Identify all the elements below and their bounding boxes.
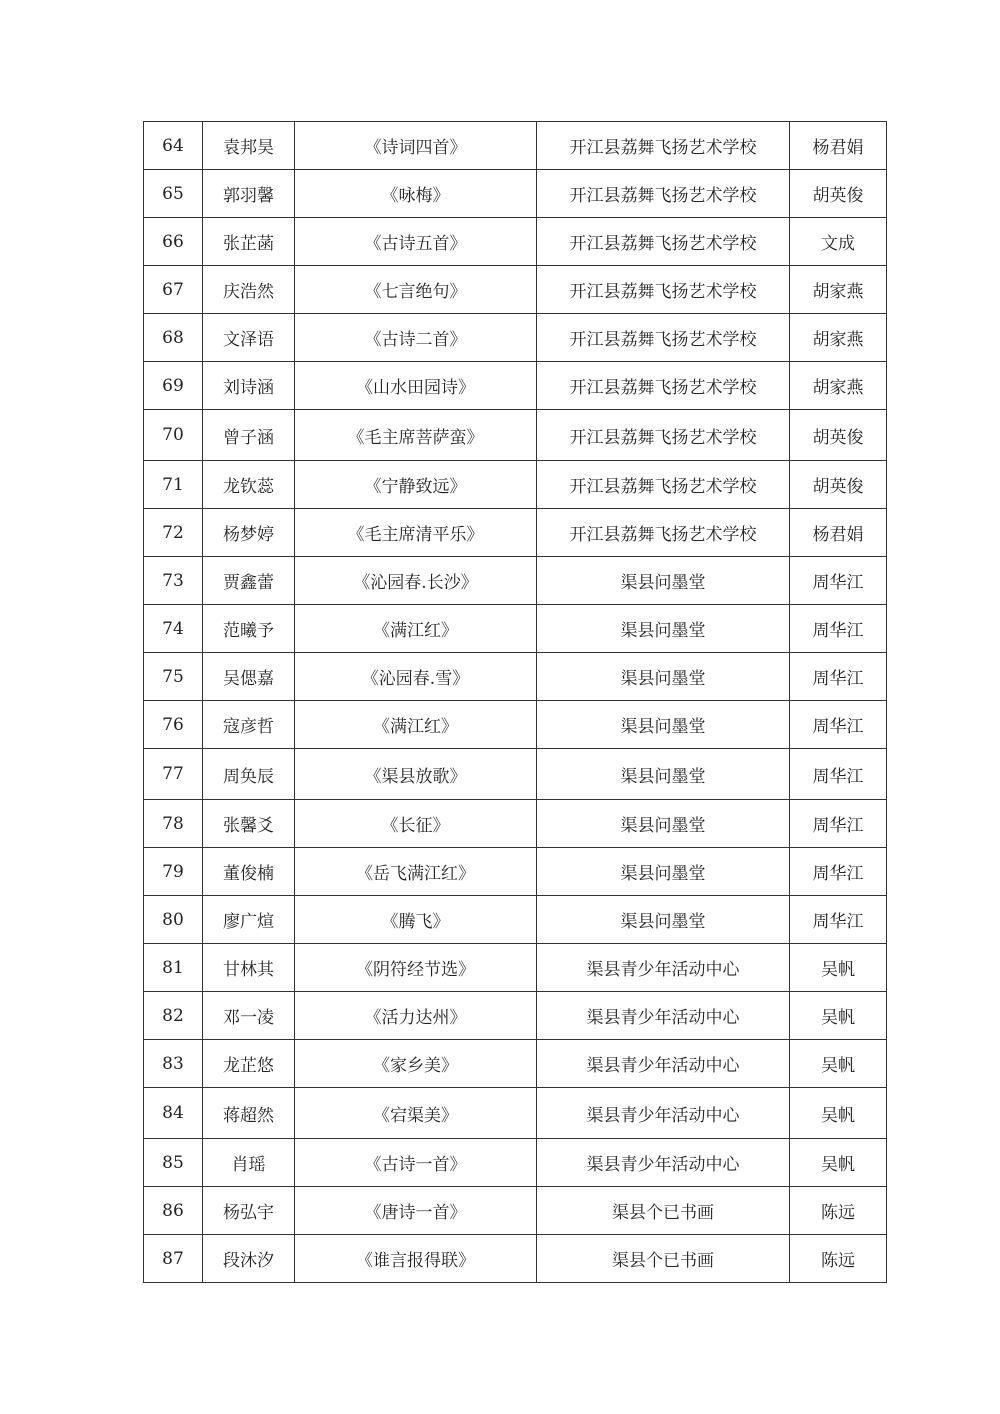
teacher-name: 胡英俊 <box>790 410 887 461</box>
entry-number: 67 <box>144 266 203 314</box>
entry-number: 80 <box>144 896 203 944</box>
school-name: 渠县青少年活动中心 <box>537 992 790 1040</box>
table-row <box>144 557 887 605</box>
student-name: 曾子涵 <box>203 410 295 461</box>
work-title: 《家乡美》 <box>295 1040 537 1088</box>
school-name: 渠县问墨堂 <box>537 701 790 749</box>
entry-number: 87 <box>144 1235 203 1283</box>
table-row <box>144 1088 887 1139</box>
student-name: 龙芷悠 <box>203 1040 295 1088</box>
school-name: 渠县个已书画 <box>537 1235 790 1283</box>
table-row <box>144 1235 887 1283</box>
entry-number: 69 <box>144 362 203 410</box>
work-title: 《七言绝句》 <box>295 266 537 314</box>
entry-number: 79 <box>144 848 203 896</box>
work-title: 《毛主席菩萨蛮》 <box>295 410 537 461</box>
work-title: 《腾飞》 <box>295 896 537 944</box>
entry-number: 85 <box>144 1139 203 1187</box>
entry-number: 68 <box>144 314 203 362</box>
student-name: 廖广煊 <box>203 896 295 944</box>
work-title: 《宕渠美》 <box>295 1088 537 1139</box>
entry-number: 74 <box>144 605 203 653</box>
student-name: 刘诗涵 <box>203 362 295 410</box>
teacher-name: 文成 <box>790 218 887 266</box>
student-name: 吴偲嘉 <box>203 653 295 701</box>
entry-number: 75 <box>144 653 203 701</box>
work-title: 《毛主席清平乐》 <box>295 509 537 557</box>
entry-number: 71 <box>144 461 203 509</box>
table-row <box>144 314 887 362</box>
work-title: 《咏梅》 <box>295 170 537 218</box>
student-name: 杨梦婷 <box>203 509 295 557</box>
table-row <box>144 266 887 314</box>
teacher-name: 胡家燕 <box>790 362 887 410</box>
teacher-name: 周华江 <box>790 653 887 701</box>
teacher-name: 吴帆 <box>790 1088 887 1139</box>
table-row <box>144 362 887 410</box>
entries-table <box>143 121 887 1283</box>
table-row <box>144 944 887 992</box>
entry-number: 82 <box>144 992 203 1040</box>
teacher-name: 胡英俊 <box>790 170 887 218</box>
entry-number: 66 <box>144 218 203 266</box>
school-name: 渠县问墨堂 <box>537 749 790 800</box>
school-name: 开江县荔舞飞扬艺术学校 <box>537 362 790 410</box>
student-name: 段沐汐 <box>203 1235 295 1283</box>
entry-number: 83 <box>144 1040 203 1088</box>
student-name: 张芷菡 <box>203 218 295 266</box>
school-name: 开江县荔舞飞扬艺术学校 <box>537 509 790 557</box>
entry-number: 73 <box>144 557 203 605</box>
school-name: 渠县问墨堂 <box>537 800 790 848</box>
teacher-name: 吴帆 <box>790 992 887 1040</box>
table-row <box>144 749 887 800</box>
table-row <box>144 1040 887 1088</box>
school-name: 渠县青少年活动中心 <box>537 1139 790 1187</box>
student-name: 张馨爻 <box>203 800 295 848</box>
table-row <box>144 1139 887 1187</box>
teacher-name: 吴帆 <box>790 1139 887 1187</box>
teacher-name: 周华江 <box>790 800 887 848</box>
table-row <box>144 701 887 749</box>
school-name: 渠县个已书画 <box>537 1187 790 1235</box>
work-title: 《阴符经节选》 <box>295 944 537 992</box>
student-name: 周奂辰 <box>203 749 295 800</box>
teacher-name: 周华江 <box>790 701 887 749</box>
teacher-name: 周华江 <box>790 557 887 605</box>
school-name: 渠县青少年活动中心 <box>537 1040 790 1088</box>
table-row <box>144 410 887 461</box>
student-name: 郭羽馨 <box>203 170 295 218</box>
table-row <box>144 896 887 944</box>
table-row <box>144 605 887 653</box>
table-row <box>144 509 887 557</box>
school-name: 开江县荔舞飞扬艺术学校 <box>537 170 790 218</box>
school-name: 渠县问墨堂 <box>537 557 790 605</box>
student-name: 董俊楠 <box>203 848 295 896</box>
teacher-name: 胡英俊 <box>790 461 887 509</box>
teacher-name: 吴帆 <box>790 1040 887 1088</box>
school-name: 开江县荔舞飞扬艺术学校 <box>537 410 790 461</box>
school-name: 渠县问墨堂 <box>537 605 790 653</box>
student-name: 寇彦哲 <box>203 701 295 749</box>
teacher-name: 胡家燕 <box>790 266 887 314</box>
student-name: 邓一凌 <box>203 992 295 1040</box>
school-name: 渠县青少年活动中心 <box>537 944 790 992</box>
student-name: 甘林其 <box>203 944 295 992</box>
table-row <box>144 170 887 218</box>
entry-number: 65 <box>144 170 203 218</box>
table-row <box>144 992 887 1040</box>
table-row <box>144 122 887 170</box>
teacher-name: 杨君娟 <box>790 509 887 557</box>
work-title: 《沁园春.长沙》 <box>295 557 537 605</box>
work-title: 《长征》 <box>295 800 537 848</box>
teacher-name: 杨君娟 <box>790 122 887 170</box>
work-title: 《岳飞满江红》 <box>295 848 537 896</box>
student-name: 蒋超然 <box>203 1088 295 1139</box>
table-row <box>144 800 887 848</box>
work-title: 《满江红》 <box>295 701 537 749</box>
table-row <box>144 218 887 266</box>
school-name: 开江县荔舞飞扬艺术学校 <box>537 461 790 509</box>
teacher-name: 吴帆 <box>790 944 887 992</box>
work-title: 《古诗五首》 <box>295 218 537 266</box>
student-name: 贾鑫蕾 <box>203 557 295 605</box>
teacher-name: 陈远 <box>790 1187 887 1235</box>
work-title: 《古诗二首》 <box>295 314 537 362</box>
table-row <box>144 461 887 509</box>
work-title: 《渠县放歌》 <box>295 749 537 800</box>
student-name: 肖瑶 <box>203 1139 295 1187</box>
work-title: 《谁言报得联》 <box>295 1235 537 1283</box>
teacher-name: 胡家燕 <box>790 314 887 362</box>
work-title: 《古诗一首》 <box>295 1139 537 1187</box>
teacher-name: 陈远 <box>790 1235 887 1283</box>
work-title: 《沁园春.雪》 <box>295 653 537 701</box>
school-name: 开江县荔舞飞扬艺术学校 <box>537 218 790 266</box>
entry-number: 72 <box>144 509 203 557</box>
work-title: 《宁静致远》 <box>295 461 537 509</box>
entry-number: 78 <box>144 800 203 848</box>
school-name: 开江县荔舞飞扬艺术学校 <box>537 122 790 170</box>
work-title: 《活力达州》 <box>295 992 537 1040</box>
teacher-name: 周华江 <box>790 749 887 800</box>
school-name: 渠县问墨堂 <box>537 896 790 944</box>
work-title: 《满江红》 <box>295 605 537 653</box>
entries-table-body <box>144 122 887 1283</box>
school-name: 渠县青少年活动中心 <box>537 1088 790 1139</box>
table-row <box>144 848 887 896</box>
work-title: 《唐诗一首》 <box>295 1187 537 1235</box>
entry-number: 84 <box>144 1088 203 1139</box>
entry-number: 77 <box>144 749 203 800</box>
school-name: 渠县问墨堂 <box>537 653 790 701</box>
teacher-name: 周华江 <box>790 848 887 896</box>
student-name: 袁邦昊 <box>203 122 295 170</box>
school-name: 开江县荔舞飞扬艺术学校 <box>537 266 790 314</box>
school-name: 开江县荔舞飞扬艺术学校 <box>537 314 790 362</box>
table-row <box>144 653 887 701</box>
student-name: 文泽语 <box>203 314 295 362</box>
entry-number: 81 <box>144 944 203 992</box>
student-name: 范曦予 <box>203 605 295 653</box>
entry-number: 64 <box>144 122 203 170</box>
school-name: 渠县问墨堂 <box>537 848 790 896</box>
teacher-name: 周华江 <box>790 896 887 944</box>
entry-number: 70 <box>144 410 203 461</box>
entry-number: 76 <box>144 701 203 749</box>
work-title: 《山水田园诗》 <box>295 362 537 410</box>
table-row <box>144 1187 887 1235</box>
student-name: 龙钦蕊 <box>203 461 295 509</box>
teacher-name: 周华江 <box>790 605 887 653</box>
entry-number: 86 <box>144 1187 203 1235</box>
student-name: 庆浩然 <box>203 266 295 314</box>
work-title: 《诗词四首》 <box>295 122 537 170</box>
student-name: 杨弘宇 <box>203 1187 295 1235</box>
